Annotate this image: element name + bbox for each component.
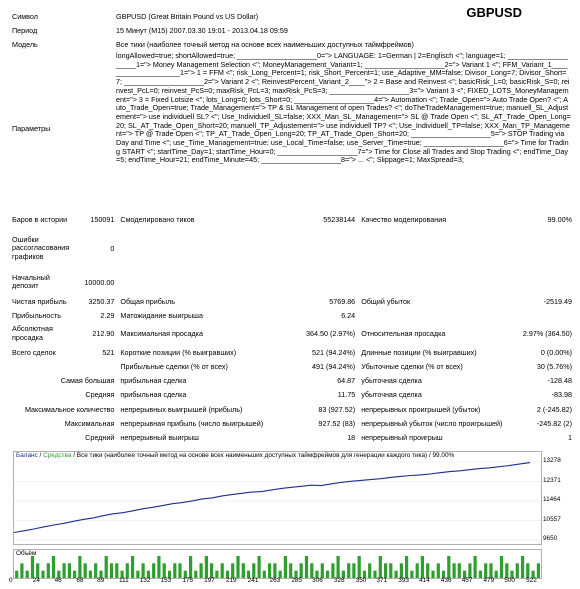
table-row [12, 431, 572, 445]
volume-bar [110, 563, 113, 578]
volume-bar [126, 563, 129, 578]
avg-cons-loss-value: 1 [568, 433, 572, 443]
volume-bar [400, 563, 403, 578]
volume-label: Объём [16, 550, 37, 557]
largest-profit-label: прибыльная сделка [120, 376, 187, 386]
symbol-value: GBPUSD (Great Britain Pound vs US Dollar) [116, 12, 259, 21]
volume-bar [395, 571, 398, 578]
bars-value: 150091 [90, 214, 115, 224]
volume-bar [52, 556, 55, 578]
x-tick-label: 263 [269, 577, 281, 584]
y-tick-label: 10557 [543, 515, 561, 523]
volume-bar [163, 563, 166, 578]
average-profit-value: 11.75 [337, 390, 356, 400]
loss-trades-value: 30 (5.76%) [536, 361, 572, 371]
avg-cons-win-value: 18 [347, 433, 356, 443]
max-cons-win-label: непрерывных выигрышей (прибыль) [120, 404, 243, 414]
volume-bar [416, 563, 419, 578]
volume-bar [437, 563, 440, 578]
gross-profit-label: Общая прибыль [120, 296, 176, 306]
x-tick-label: 197 [204, 577, 215, 584]
volume-bar [347, 563, 350, 578]
table-row [12, 402, 572, 416]
volume-bar [194, 571, 197, 578]
volume-bar [379, 556, 382, 578]
volume-bar [479, 571, 482, 578]
deposit-label: Начальный депозит [12, 272, 50, 291]
maximal-win-label: непрерывная прибыль (число выигрышей) [120, 419, 264, 429]
largest-loss-label: убыточная сделка [361, 376, 422, 386]
long-positions-value: 0 (0.00%) [540, 347, 572, 357]
volume-bar [526, 563, 529, 578]
table-row [12, 345, 572, 359]
average-profit-label: прибыльная сделка [120, 390, 187, 400]
x-tick-label: 457 [461, 577, 473, 584]
avg-cons-label: Средний [85, 433, 115, 443]
maximal-loss-label: непрерывный убыток (число проигрышей) [361, 419, 503, 429]
volume-bar [152, 563, 155, 578]
parameters-label: Параметры [12, 124, 51, 133]
volume-bar [221, 563, 224, 578]
largest-loss-value: -128.48 [547, 376, 572, 386]
volume-bar [289, 563, 292, 578]
volume-bar [358, 556, 361, 578]
deposit-value: 10000.00 [84, 277, 115, 287]
volume-bar [236, 556, 239, 578]
x-tick-label: 371 [376, 577, 388, 584]
volume-bar [495, 571, 498, 578]
loss-trades-label: Убыточные сделки (% от всех) [361, 361, 463, 371]
max-cons-win-value: 83 (927.52) [318, 404, 356, 414]
volume-bar [326, 571, 329, 578]
x-tick-label: 522 [526, 577, 537, 584]
x-tick-label: 241 [247, 577, 259, 584]
x-tick-label: 306 [312, 577, 323, 584]
volume-bar [205, 556, 208, 578]
x-tick-label: 350 [355, 577, 367, 584]
volume-bar [474, 556, 477, 578]
y-tick-label: 13278 [543, 457, 561, 464]
legend-quality: 99.00% [432, 452, 455, 459]
balance-series-line [14, 463, 530, 533]
volume-bar [305, 556, 308, 578]
max-cons-loss-value: 2 (-245.82) [536, 404, 572, 414]
volume-bar [68, 563, 71, 578]
volume-bar [321, 563, 324, 578]
volume-bar [268, 563, 271, 578]
volume-bar [252, 563, 255, 578]
x-tick-label: 0 [9, 577, 13, 584]
parameters-text: longAllowed=true; shortAllowed=true; ____________________0="> LANGUAGE: 1=German | 2=Englisch <"; language=1; ____________________1="> Money Management Selection <"; MoneyManagement_Variant=1; ____________________2="> Variant 1 <"; FFM_Variant_1____________________1="> 1 = FFM <"; risk_Long_Percent=1; risk_Short_Percent=1; use_Adaptive_MM=false; Divisor_Long=7; Divisor_Short=7; ____________________2="> Variant 2 <"; ReinvestPercent_Variant_2____"> 2 = Base and Reinvest <"; basicRisk_L=0; basicRisk_S=0; reinvest_PcL=0; reinvest_PcS=0; maxRisk_PcL=3; maxRisk_PcS=3; ____________________3="> Variant 3 <"; FIXED_LOTS_MoneyManagement="> 3 = Fixed Lotsize <"; lots_Long=0; lots_Short=0; ____________________4="> Automation <"; Trade_Open="> Auto Trade Open? <"; Auto_Trade_Open=true; Trade_Management="> TP & SL Management of open Trades? <"; doTheTradeManagement=true; manuell_SL_Adjustement="> use individuell SL? <"; Use_Individuell_SL=false; XXX_Man_SL_Management="> SL @ Trade Open <"; SL_AT_Trade_Open_Long=20; SL_AT_Trade_Open_Short=20; manuell_TP_Adjustement="> use individuell TP? <"; Use_Individuell_TP=false; XXX_Man_TP_Management="> TP @ Trade Open <"; TP_AT_Trade_Open_Long=20; TP_AT_Trade_Open_Short=20; ____________________5="> STOP Trading via Day and Time <"; use_Time_Management=true; use_Local_Time=false; use_Server_Time=true; ____________________6="> Time for Trading START <"; startTime_Day=1; startTime_Hour=0; ____________________7="> Time for Close all Trades and Stop Trading <"; endTime_Day=5; endTime_Hour=21; endTime_Minute=45; ____________________8="> ... <"; Slippage=1; MaxSpread=3; [116, 51, 571, 165]
max-cons-loss-label: непрерывных проигрышей (убыток) [361, 404, 481, 414]
volume-bar [94, 563, 97, 578]
volume-bar [210, 563, 213, 578]
x-tick-label: 393 [398, 577, 409, 584]
volume-bar [263, 571, 266, 578]
ticks-value: 55238144 [323, 214, 356, 224]
abs-drawdown-value: 212.90 [92, 329, 115, 339]
volume-bar [431, 571, 434, 578]
total-trades-label: Всего сделок [12, 347, 56, 357]
model-value: Все тики (наиболее точный метод на основе всех наименьших доступных таймфреймов) [116, 40, 414, 49]
period-label: Период [12, 26, 38, 35]
volume-chart [13, 549, 542, 579]
total-trades-value: 521 [102, 347, 115, 357]
x-tick-label: 414 [419, 577, 430, 584]
volume-bar [421, 556, 424, 578]
volume-bar [36, 563, 39, 578]
volume-bar [505, 563, 508, 578]
symbol-watermark: GBPUSD [466, 5, 522, 20]
table-row [12, 226, 572, 270]
quality-value: 99.00% [547, 214, 572, 224]
y-tick-label: 9650 [543, 535, 558, 542]
volume-bar [115, 563, 118, 578]
x-tick-label: 89 [97, 577, 105, 584]
maximal-loss-value: -245.82 (2) [536, 419, 572, 429]
bars-label: Баров в истории [12, 214, 68, 224]
short-positions-label: Короткие позиции (% выигравших) [120, 347, 237, 357]
volume-bar [31, 556, 34, 578]
table-row [12, 416, 572, 430]
volume-bar [447, 556, 450, 578]
max-count-label: Максимальное количество [24, 404, 115, 414]
gross-loss-value: -2519.49 [543, 296, 572, 306]
volume-bar [410, 571, 413, 578]
volume-bar [157, 556, 160, 578]
x-tick-label: 46 [54, 577, 62, 584]
quality-label: Качество моделирования [361, 214, 447, 224]
x-tick-label: 219 [225, 577, 237, 584]
volume-bar [231, 563, 234, 578]
volume-bar [405, 556, 408, 578]
volume-bar [384, 563, 387, 578]
volume-bar [352, 563, 355, 578]
balance-chart [13, 451, 542, 545]
legend-balance: Баланс [16, 452, 38, 459]
table-row [12, 323, 572, 345]
volume-chart-svg [14, 550, 541, 578]
volume-bar [300, 563, 303, 578]
table-row [12, 294, 572, 308]
volume-bar [15, 571, 18, 578]
average-loss-label: убыточная сделка [361, 390, 422, 400]
volume-bar [537, 563, 540, 578]
y-tick-label: 11464 [543, 496, 561, 503]
largest-profit-value: 64.87 [337, 376, 356, 386]
volume-bar [189, 556, 192, 578]
volume-bar [331, 563, 334, 578]
period-value: 15 Минут (M15) 2007.03.30 19:01 - 2013.04.18 09:59 [116, 26, 288, 35]
volume-bar [489, 563, 492, 578]
x-tick-label: 175 [182, 577, 194, 584]
volume-bar [84, 563, 87, 578]
volume-bar [178, 563, 181, 578]
balance-chart-svg [14, 452, 541, 544]
volume-bar [500, 556, 503, 578]
volume-bar [105, 556, 108, 578]
gross-loss-label: Общий убыток [361, 296, 411, 306]
volume-bar [89, 571, 92, 578]
net-profit-label: Чистая прибыль [12, 296, 67, 306]
rel-drawdown-value: 2.97% (364.50) [522, 329, 572, 339]
volume-bar [521, 556, 524, 578]
table-row [12, 388, 572, 402]
errors-value: 0 [110, 243, 115, 253]
y-tick-label: 12371 [543, 476, 561, 484]
largest-label: Самая большая [60, 376, 115, 386]
short-positions-value: 521 (94.24%) [312, 347, 356, 357]
legend-model-text: Все тики (наиболее точный метод на основе всех наименьших доступных таймфреймов для генерации каждого тика) [76, 452, 428, 459]
volume-bar [26, 571, 29, 578]
volume-bar [41, 571, 44, 578]
ticks-label: Смоделировано тиков [120, 214, 195, 224]
x-tick-label: 479 [483, 577, 495, 584]
profit-factor-value: 2.29 [100, 311, 115, 321]
max-drawdown-value: 364.50 (2.97%) [306, 329, 356, 339]
volume-bar [516, 563, 519, 578]
volume-bar [200, 563, 203, 578]
x-tick-label: 285 [291, 577, 302, 584]
maximal-label: Максимальная [64, 419, 115, 429]
errors-label: Ошибки рассогласования графиков [12, 234, 70, 261]
volume-bar [389, 563, 392, 578]
profit-factor-label: Прибыльность [12, 311, 61, 321]
symbol-label: Символ [12, 12, 38, 21]
x-tick-label: 132 [139, 577, 151, 584]
long-positions-label: Длинные позиции (% выигравших) [361, 347, 477, 357]
table-row [12, 359, 572, 373]
volume-bar [310, 563, 313, 578]
profit-trades-label: Прибыльные сделки (% от всех) [120, 361, 228, 371]
volume-bar [468, 563, 471, 578]
volume-bar [484, 563, 487, 578]
chart-legend: Баланс / Средства / Все тики (наиболее точный метод на основе всех наименьших доступных таймфреймов для генерации каждого тика) / 99.00% [16, 452, 455, 459]
table-row [12, 373, 572, 387]
table-row [12, 309, 572, 323]
volume-bar [215, 571, 218, 578]
table-row [12, 270, 572, 294]
x-tick-label: 153 [160, 577, 172, 584]
volume-bar [453, 563, 456, 578]
volume-bar [426, 563, 429, 578]
volume-bar [337, 556, 340, 578]
profit-trades-value: 491 (94.24%) [312, 361, 356, 371]
table-row [12, 212, 572, 226]
volume-bar [78, 556, 81, 578]
volume-bar [368, 563, 371, 578]
volume-bar [273, 563, 276, 578]
abs-drawdown-label: Абсолютная просадка [12, 324, 53, 342]
x-tick-label: 436 [440, 577, 452, 584]
x-tick-label: 68 [76, 577, 84, 584]
x-tick-label: 24 [32, 577, 40, 584]
stats-table [12, 212, 572, 445]
avg-cons-loss-label: непрерывный проигрыш [361, 433, 443, 443]
expected-payoff-value: 6.24 [341, 311, 356, 321]
volume-bar [173, 563, 176, 578]
net-profit-value: 3250.37 [88, 296, 115, 306]
volume-bar [242, 563, 245, 578]
legend-equity: Средства [43, 452, 72, 459]
volume-bar [20, 563, 23, 578]
volume-bar [258, 556, 261, 578]
x-tick-label: 500 [504, 577, 515, 584]
gross-profit-value: 5769.86 [329, 296, 356, 306]
rel-drawdown-label: Относительная просадка [361, 329, 446, 339]
max-drawdown-label: Максимальная просадка [120, 329, 203, 339]
volume-bar [131, 556, 134, 578]
expected-payoff-label: Матожидание выигрыша [120, 311, 203, 321]
model-label: Модель [12, 40, 38, 49]
volume-bar [142, 563, 145, 578]
avg-cons-win-label: непрерывный выигрыш [120, 433, 199, 443]
volume-bar [47, 563, 50, 578]
average-loss-value: -83.98 [551, 390, 572, 400]
average-label: Средняя [85, 390, 115, 400]
volume-bar [63, 563, 66, 578]
x-tick-label: 111 [118, 577, 129, 584]
volume-bar [284, 556, 287, 578]
x-tick-label: 328 [333, 577, 345, 584]
volume-bar [458, 563, 461, 578]
maximal-win-value: 927.52 (83) [318, 419, 356, 429]
